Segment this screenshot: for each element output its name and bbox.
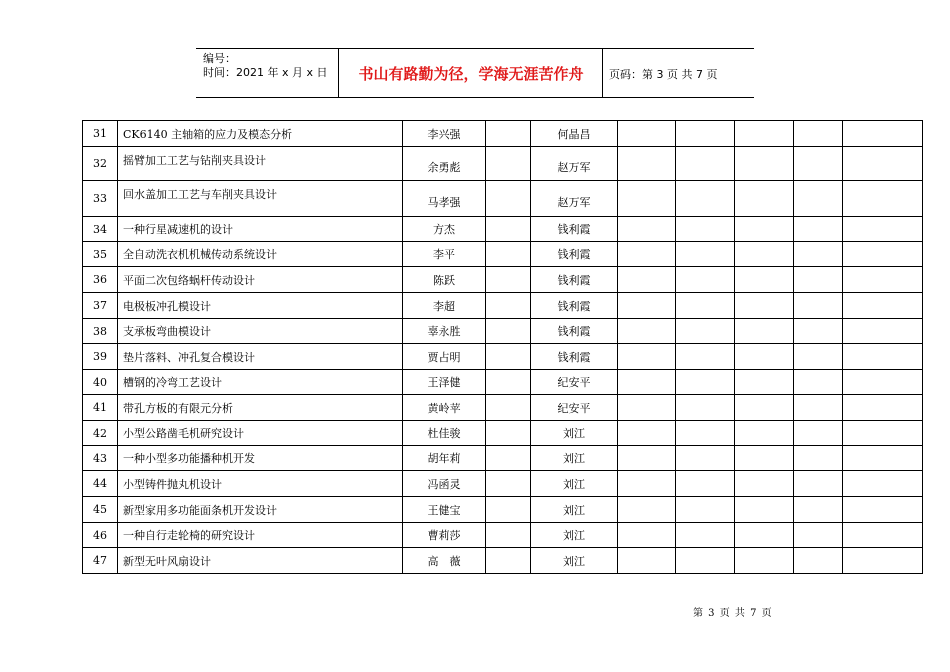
table-row <box>83 267 923 293</box>
empty-cell <box>843 344 923 370</box>
student-name: 李平 <box>403 242 486 267</box>
table-body <box>83 121 923 574</box>
supervisor-name: 钱利霞 <box>531 242 618 267</box>
student-name: 王泽健 <box>403 370 486 395</box>
empty-cell <box>794 242 843 267</box>
empty-cell <box>794 446 843 471</box>
motto: 书山有路勤为径，学海无涯苦作舟 <box>358 65 584 83</box>
empty-cell <box>843 181 923 217</box>
empty-cell <box>735 147 794 181</box>
empty-cell <box>794 217 843 242</box>
empty-cell <box>735 446 794 471</box>
empty-cell <box>843 471 923 497</box>
row-number: 31 <box>83 121 118 147</box>
student-name: 陈跃 <box>403 267 486 293</box>
empty-cell <box>486 471 531 497</box>
row-number: 44 <box>83 471 118 497</box>
empty-cell <box>794 421 843 446</box>
empty-cell <box>843 548 923 574</box>
empty-cell <box>618 344 676 370</box>
topic-title: 全自动洗衣机机械传动系统设计 <box>118 242 403 267</box>
table-row <box>83 497 923 523</box>
empty-cell <box>735 421 794 446</box>
topic-title: 摇臂加工工艺与钻削夹具设计 <box>118 147 403 181</box>
header-divider <box>602 49 603 97</box>
empty-cell <box>843 446 923 471</box>
student-name: 余勇彪 <box>403 147 486 181</box>
empty-cell <box>618 497 676 523</box>
supervisor-name: 钱利霞 <box>531 344 618 370</box>
empty-cell <box>794 523 843 548</box>
student-name: 高 薇 <box>403 548 486 574</box>
table-row <box>83 344 923 370</box>
row-number: 35 <box>83 242 118 267</box>
student-name: 胡年莉 <box>403 446 486 471</box>
empty-cell <box>618 395 676 421</box>
page-info: 页码：第 3 页 共 7 页 <box>609 68 718 81</box>
supervisor-name: 纪安平 <box>531 395 618 421</box>
empty-cell <box>843 319 923 344</box>
empty-cell <box>735 242 794 267</box>
empty-cell <box>843 497 923 523</box>
empty-cell <box>843 523 923 548</box>
topic-title: 小型铸件抛丸机设计 <box>118 471 403 497</box>
empty-cell <box>794 497 843 523</box>
table-row <box>83 395 923 421</box>
empty-cell <box>735 523 794 548</box>
empty-cell <box>843 121 923 147</box>
student-name: 方杰 <box>403 217 486 242</box>
empty-cell <box>486 319 531 344</box>
supervisor-name: 刘江 <box>531 497 618 523</box>
empty-cell <box>735 217 794 242</box>
empty-cell <box>486 548 531 574</box>
empty-cell <box>676 319 735 344</box>
supervisor-name: 赵万军 <box>531 181 618 217</box>
student-name: 黄岭苹 <box>403 395 486 421</box>
empty-cell <box>486 523 531 548</box>
topic-title: 槽钢的冷弯工艺设计 <box>118 370 403 395</box>
empty-cell <box>843 267 923 293</box>
topic-title: 回水盖加工工艺与车削夹具设计 <box>118 181 403 217</box>
empty-cell <box>486 267 531 293</box>
empty-cell <box>618 147 676 181</box>
topic-title: 新型家用多功能面条机开发设计 <box>118 497 403 523</box>
student-name: 曹莉莎 <box>403 523 486 548</box>
empty-cell <box>676 293 735 319</box>
empty-cell <box>486 242 531 267</box>
table-row <box>83 181 923 217</box>
empty-cell <box>794 370 843 395</box>
empty-cell <box>735 395 794 421</box>
empty-cell <box>486 121 531 147</box>
table-row <box>83 293 923 319</box>
empty-cell <box>843 217 923 242</box>
empty-cell <box>843 147 923 181</box>
empty-cell <box>735 370 794 395</box>
empty-cell <box>676 217 735 242</box>
table-row <box>83 242 923 267</box>
student-name: 李兴强 <box>403 121 486 147</box>
time-label: 时间：2021 年 x 月 x 日 <box>203 66 328 79</box>
supervisor-name: 纪安平 <box>531 370 618 395</box>
supervisor-name: 刘江 <box>531 548 618 574</box>
empty-cell <box>618 242 676 267</box>
row-number: 45 <box>83 497 118 523</box>
topic-title: 一种小型多功能播种机开发 <box>118 446 403 471</box>
row-number: 32 <box>83 147 118 181</box>
supervisor-name: 刘江 <box>531 446 618 471</box>
empty-cell <box>486 395 531 421</box>
empty-cell <box>794 471 843 497</box>
empty-cell <box>618 446 676 471</box>
page-footer: 第 3 页 共 7 页 <box>693 608 773 619</box>
row-number: 40 <box>83 370 118 395</box>
empty-cell <box>676 446 735 471</box>
empty-cell <box>618 523 676 548</box>
table-row <box>83 421 923 446</box>
empty-cell <box>486 497 531 523</box>
empty-cell <box>618 293 676 319</box>
empty-cell <box>735 344 794 370</box>
topic-title: 支承板弯曲模设计 <box>118 319 403 344</box>
row-number: 42 <box>83 421 118 446</box>
header-divider <box>338 49 339 97</box>
row-number: 33 <box>83 181 118 217</box>
empty-cell <box>618 370 676 395</box>
empty-cell <box>676 121 735 147</box>
empty-cell <box>486 421 531 446</box>
empty-cell <box>735 319 794 344</box>
empty-cell <box>676 181 735 217</box>
student-name: 李超 <box>403 293 486 319</box>
empty-cell <box>794 293 843 319</box>
table-row <box>83 523 923 548</box>
empty-cell <box>735 121 794 147</box>
table-row <box>83 370 923 395</box>
empty-cell <box>794 395 843 421</box>
row-number: 46 <box>83 523 118 548</box>
empty-cell <box>735 471 794 497</box>
supervisor-name: 刘江 <box>531 471 618 497</box>
topic-title: 小型公路凿毛机研究设计 <box>118 421 403 446</box>
supervisor-name: 钱利霞 <box>531 267 618 293</box>
empty-cell <box>676 523 735 548</box>
topic-title: 带孔方板的有限元分析 <box>118 395 403 421</box>
row-number: 39 <box>83 344 118 370</box>
empty-cell <box>676 267 735 293</box>
supervisor-name: 刘江 <box>531 523 618 548</box>
table-row <box>83 446 923 471</box>
topic-title: 电极板冲孔模设计 <box>118 293 403 319</box>
empty-cell <box>735 181 794 217</box>
empty-cell <box>486 446 531 471</box>
supervisor-name: 赵万军 <box>531 147 618 181</box>
table-row <box>83 147 923 181</box>
empty-cell <box>486 147 531 181</box>
student-name: 冯函灵 <box>403 471 486 497</box>
empty-cell <box>486 217 531 242</box>
empty-cell <box>618 181 676 217</box>
supervisor-name: 钱利霞 <box>531 217 618 242</box>
row-number: 34 <box>83 217 118 242</box>
empty-cell <box>618 121 676 147</box>
empty-cell <box>676 471 735 497</box>
empty-cell <box>676 242 735 267</box>
empty-cell <box>843 293 923 319</box>
row-number: 38 <box>83 319 118 344</box>
empty-cell <box>676 344 735 370</box>
empty-cell <box>843 242 923 267</box>
topic-title: 垫片落料、冲孔复合模设计 <box>118 344 403 370</box>
header-meta <box>203 52 328 80</box>
empty-cell <box>618 319 676 344</box>
empty-cell <box>676 395 735 421</box>
row-number: 43 <box>83 446 118 471</box>
empty-cell <box>794 267 843 293</box>
empty-cell <box>794 181 843 217</box>
empty-cell <box>794 147 843 181</box>
empty-cell <box>735 293 794 319</box>
empty-cell <box>618 421 676 446</box>
table-row <box>83 548 923 574</box>
topic-title: 平面二次包络蜗杆传动设计 <box>118 267 403 293</box>
student-name: 贾占明 <box>403 344 486 370</box>
empty-cell <box>676 370 735 395</box>
empty-cell <box>794 344 843 370</box>
empty-cell <box>618 548 676 574</box>
table-row <box>83 471 923 497</box>
empty-cell <box>794 319 843 344</box>
student-name: 王健宝 <box>403 497 486 523</box>
supervisor-name: 刘江 <box>531 421 618 446</box>
student-name: 马孝强 <box>403 181 486 217</box>
empty-cell <box>486 344 531 370</box>
empty-cell <box>676 147 735 181</box>
empty-cell <box>843 395 923 421</box>
empty-cell <box>794 548 843 574</box>
row-number: 47 <box>83 548 118 574</box>
empty-cell <box>676 421 735 446</box>
topic-title: CK6140 主轴箱的应力及模态分析 <box>118 121 403 147</box>
empty-cell <box>618 471 676 497</box>
table-row <box>83 319 923 344</box>
row-number: 37 <box>83 293 118 319</box>
code-label: 编号： <box>203 52 236 65</box>
student-name: 辜永胜 <box>403 319 486 344</box>
empty-cell <box>618 217 676 242</box>
topic-title: 新型无叶风扇设计 <box>118 548 403 574</box>
empty-cell <box>735 548 794 574</box>
page-header <box>196 48 754 98</box>
table-row <box>83 121 923 147</box>
row-number: 36 <box>83 267 118 293</box>
row-number: 41 <box>83 395 118 421</box>
supervisor-name: 钱利霞 <box>531 293 618 319</box>
empty-cell <box>486 293 531 319</box>
topic-title: 一种行星减速机的设计 <box>118 217 403 242</box>
topic-title: 一种自行走轮椅的研究设计 <box>118 523 403 548</box>
empty-cell <box>676 548 735 574</box>
empty-cell <box>794 121 843 147</box>
student-name: 杜佳骏 <box>403 421 486 446</box>
supervisor-name: 何晶昌 <box>531 121 618 147</box>
empty-cell <box>735 267 794 293</box>
empty-cell <box>676 497 735 523</box>
table-row <box>83 217 923 242</box>
empty-cell <box>486 370 531 395</box>
supervisor-name: 钱利霞 <box>531 319 618 344</box>
topic-table <box>82 120 923 574</box>
empty-cell <box>843 421 923 446</box>
empty-cell <box>843 370 923 395</box>
empty-cell <box>486 181 531 217</box>
empty-cell <box>618 267 676 293</box>
empty-cell <box>735 497 794 523</box>
